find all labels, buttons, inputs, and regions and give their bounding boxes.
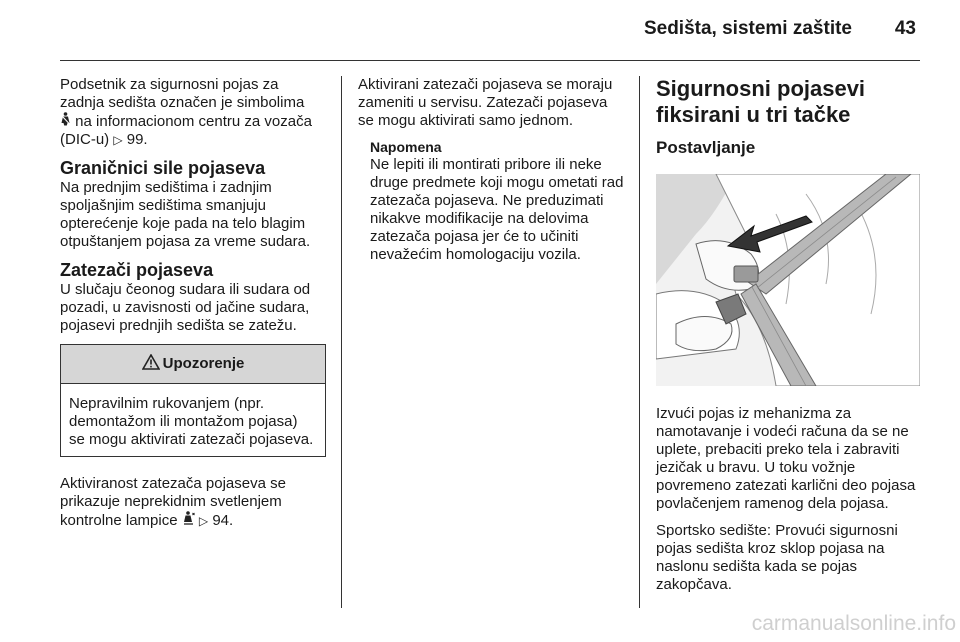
sport-seat-paragraph: Sportsko sedište: Provući sigurnosni pojas sedišta kroz sklop pojasa na naslonu sedišta kada se pojas zakopčava. [656,522,898,593]
subheading-fastening: Postavljanje [656,138,756,157]
warning-box [60,344,326,457]
page-reference-icon: ▷ [198,514,209,528]
note-title: Napomena [370,139,442,155]
warning-title: Upozorenje [162,355,245,372]
warning-header [61,345,325,384]
note-block [358,139,624,264]
force-limiters-paragraph: Na prednjim sedištima i zadnjim spoljašnjim sedištima smanjuju opterećenje koje pada na telo blagim otpuštanjem pojasa za vreme sudara. [60,179,311,250]
watermark: carmanualsonline.info [751,612,956,635]
column-3 [656,76,920,603]
warning-triangle-icon [142,354,163,375]
rear-belt-reminder-paragraph [60,76,326,149]
rear-seatbelt-reminder-icon [60,113,71,130]
section-heading-three-point-belts: Sigurnosni pojasevi fiksirani u tri tačke [656,76,866,127]
column-1 [60,76,326,539]
column-divider-1 [341,76,342,608]
indicator-ref-page[interactable]: 94. [212,512,234,529]
pretensioners-paragraph: U slučaju čeonog sudara ili sudara od pozadi, u zavisnosti od jačine sudara, pojasevi prednjih sedišta se zatežu. [60,281,311,334]
warning-text: Nepravilnim rukovanjem (npr. demontažom ili montažom pojasa) se mogu aktivirati zatezači pojaseva. [69,395,314,448]
intro-text-1: Podsetnik za sigurnosni pojas za zadnja sedišta označen je simbolima [60,76,305,111]
seatbelt-pretensioner-lamp-icon [182,512,195,529]
intro-text-2: na informacionom centru za vozača (DIC-u) [60,113,312,148]
intro-ref-page[interactable]: 99. [126,131,148,148]
page-header-title: Sedišta, sistemi zaštite [643,18,852,39]
page-number: 43 [894,18,916,39]
column-2 [358,76,624,273]
replacement-paragraph: Aktivirani zatezači pojaseva se moraju zameniti u servisu. Zatezači pojaseva se mogu aktivirati samo jednom. [358,76,613,129]
column-divider-2 [639,76,640,608]
header-divider [60,60,920,61]
indicator-paragraph [60,475,326,530]
indicator-text: Aktiviranost zatezača pojaseva se prikazuje neprekidnim svetlenjem kontrolne lampice [60,475,286,529]
fastening-paragraph: Izvući pojas iz mehanizma za namotavanje i vodeći računa da se ne uplete, prebaciti preko tela i zabraviti jezičak u bravu. U toku vožnje povremeno zatezati karlični deo pojasa povlačenjem ramenog dela pojasa. [656,405,916,512]
section-heading-pretensioners: Zatezači pojaseva [60,260,214,280]
page-reference-icon: ▷ [113,133,123,147]
note-text: Ne lepiti ili montirati pribore ili neke druge predmete koji mogu ometati rad zatezača pojaseva. Ne preduzimati nikakve modifikacije na delovima zatezača pojasa jer će to učiniti nevažećim homologaciju vozila. [370,156,624,263]
section-heading-force-limiters: Graničnici sile pojaseva [60,158,266,178]
seatbelt-fastening-illustration [656,174,920,386]
